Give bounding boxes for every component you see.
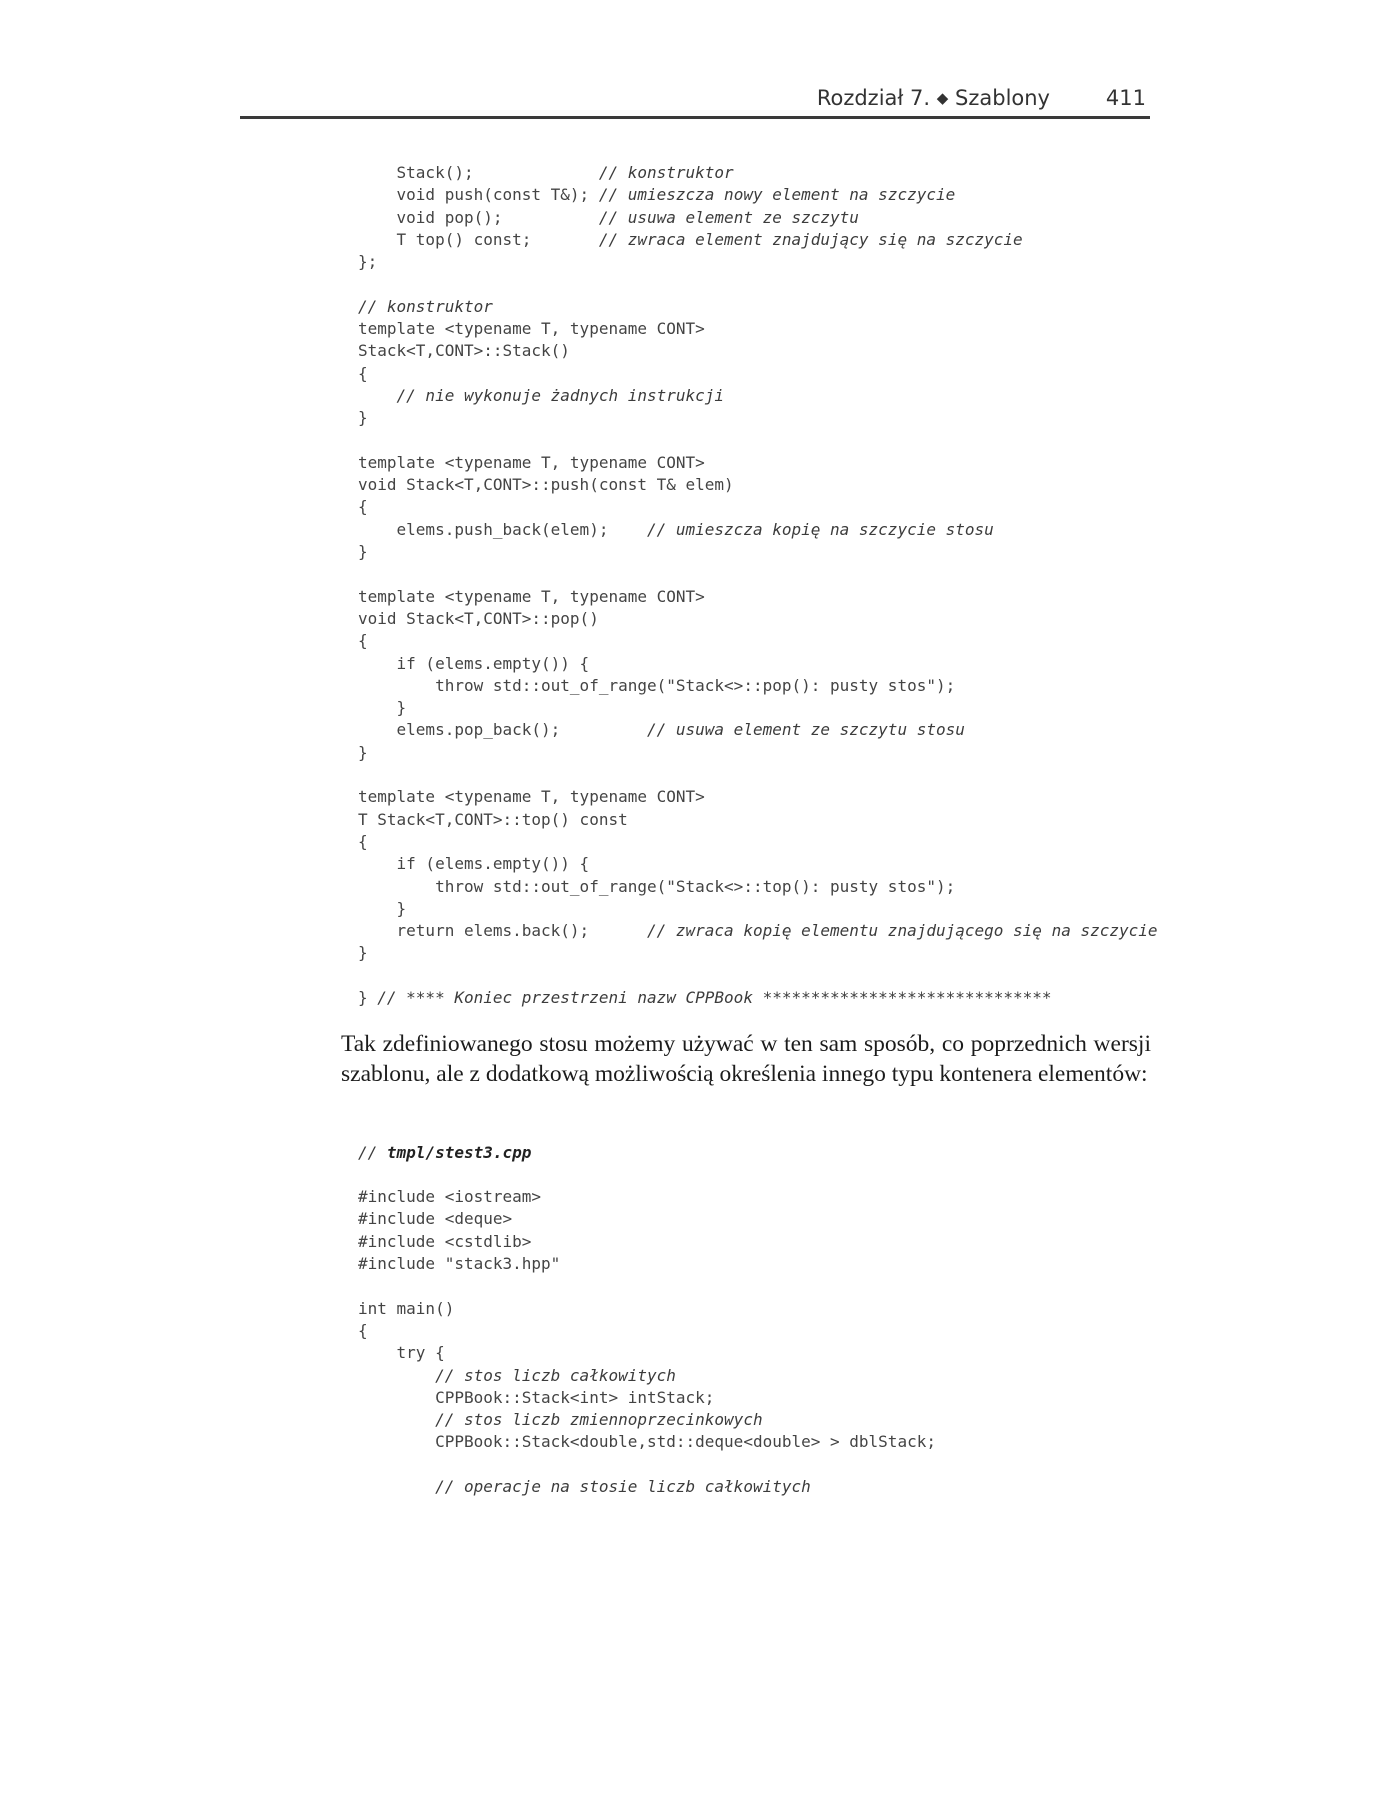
code-comment: // nie wykonuje żadnych instrukcji bbox=[396, 385, 725, 405]
code-comment: // umieszcza kopię na szczycie stosu bbox=[646, 519, 994, 539]
code-text: } bbox=[358, 987, 378, 1007]
code-line bbox=[358, 430, 1158, 452]
code-line bbox=[358, 474, 1158, 496]
code-line bbox=[358, 1454, 936, 1476]
code-text: } bbox=[358, 698, 407, 718]
code-line bbox=[358, 697, 1158, 719]
code-line bbox=[358, 1387, 936, 1409]
page-number: 411 bbox=[1105, 86, 1146, 110]
code-line bbox=[358, 207, 1158, 229]
code-text: template <typename T, typename CONT> bbox=[358, 452, 705, 472]
code-text bbox=[358, 1366, 435, 1385]
code-line bbox=[358, 1320, 936, 1342]
code-line bbox=[358, 786, 1158, 808]
diamond-icon: ◆ bbox=[936, 89, 949, 107]
code-line bbox=[358, 586, 1158, 608]
code-line bbox=[358, 1476, 936, 1498]
code-text: try { bbox=[358, 1343, 445, 1363]
code-line bbox=[358, 563, 1158, 585]
code-line bbox=[358, 1186, 936, 1208]
code-line bbox=[358, 1342, 936, 1364]
code-text bbox=[358, 1477, 435, 1496]
code-text: #include <deque> bbox=[358, 1209, 513, 1229]
code-comment: // **** Koniec przestrzeni nazw CPPBook ****************************** bbox=[377, 987, 1052, 1007]
code-line bbox=[358, 719, 1158, 741]
code-text bbox=[358, 386, 397, 405]
code-text: #include <cstdlib> bbox=[358, 1231, 532, 1251]
code-text: Stack(); bbox=[358, 163, 599, 182]
code-line bbox=[358, 942, 1158, 964]
code-line bbox=[358, 296, 1158, 318]
code-line-filename bbox=[358, 1142, 936, 1164]
code-line bbox=[358, 876, 1158, 898]
code-text: CPPBook::Stack<int> intStack; bbox=[358, 1387, 715, 1407]
code-text: void push(const T&); bbox=[358, 185, 599, 205]
code-line bbox=[358, 162, 1158, 184]
code-comment: // stos liczb zmiennoprzecinkowych bbox=[435, 1410, 763, 1430]
file-name: tmpl/stest3.cpp bbox=[386, 1142, 532, 1162]
code-text: T top() const; bbox=[358, 229, 599, 249]
code-line bbox=[358, 898, 1158, 920]
code-comment: // usuwa element ze szczytu stosu bbox=[646, 720, 965, 740]
code-text: throw std::out_of_range("Stack<>::pop(): pusty stos"); bbox=[358, 675, 956, 695]
code-text: { bbox=[358, 363, 368, 383]
code-text: elems.push_back(elem); bbox=[358, 519, 647, 539]
code-line bbox=[358, 809, 1158, 831]
running-header bbox=[240, 80, 1150, 119]
code-text: CPPBook::Stack<double,std::deque<double> > dblStack; bbox=[358, 1432, 936, 1452]
code-text: void Stack<T,CONT>::pop() bbox=[358, 608, 599, 628]
code-line bbox=[358, 1431, 936, 1453]
code-line bbox=[358, 1275, 936, 1297]
code-text: { bbox=[358, 831, 368, 851]
code-line bbox=[358, 184, 1158, 206]
code-line bbox=[358, 1365, 936, 1387]
code-line bbox=[358, 831, 1158, 853]
code-listing-stest3 bbox=[358, 1097, 936, 1498]
code-comment: // umieszcza nowy element na szczycie bbox=[598, 185, 956, 205]
code-line bbox=[358, 541, 1158, 563]
code-line bbox=[358, 1298, 936, 1320]
code-text: } bbox=[358, 943, 368, 963]
code-text: Stack<T,CONT>::Stack() bbox=[358, 341, 570, 361]
code-text: if (elems.empty()) { bbox=[358, 653, 590, 673]
code-text: int main() bbox=[358, 1298, 455, 1318]
code-line bbox=[358, 853, 1158, 875]
code-line bbox=[358, 273, 1158, 295]
code-comment: // zwraca element znajdujący się na szczycie bbox=[598, 229, 1023, 249]
code-line bbox=[358, 920, 1158, 942]
section-label: Szablony bbox=[955, 86, 1050, 110]
code-text: }; bbox=[358, 252, 378, 272]
code-text: #include <iostream> bbox=[358, 1187, 542, 1207]
code-comment: // bbox=[358, 1142, 387, 1162]
code-text: #include "stack3.hpp" bbox=[358, 1254, 561, 1274]
code-text: void Stack<T,CONT>::push(const T& elem) bbox=[358, 475, 734, 495]
code-text: } bbox=[358, 898, 407, 918]
code-text: return elems.back(); bbox=[358, 921, 647, 941]
code-text: void pop(); bbox=[358, 207, 599, 227]
code-text: template <typename T, typename CONT> bbox=[358, 319, 705, 339]
code-text: } bbox=[358, 408, 368, 428]
code-line bbox=[358, 1253, 936, 1275]
code-line bbox=[358, 385, 1158, 407]
code-line bbox=[358, 653, 1158, 675]
code-text: { bbox=[358, 1320, 368, 1340]
code-line bbox=[358, 987, 1158, 1009]
code-text: if (elems.empty()) { bbox=[358, 854, 590, 874]
code-line bbox=[358, 1231, 936, 1253]
code-text bbox=[358, 1410, 435, 1429]
chapter-title bbox=[817, 86, 1050, 110]
code-comment: // stos liczb całkowitych bbox=[435, 1365, 676, 1385]
code-line bbox=[358, 496, 1158, 518]
code-line bbox=[358, 318, 1158, 340]
code-line bbox=[358, 519, 1158, 541]
code-line bbox=[358, 764, 1158, 786]
code-line bbox=[358, 1409, 936, 1431]
code-text: elems.pop_back(); bbox=[358, 720, 647, 740]
code-comment: // zwraca kopię elementu znajdującego się na szczycie bbox=[646, 921, 1158, 941]
code-text: { bbox=[358, 631, 368, 651]
code-comment: // konstruktor bbox=[598, 163, 734, 182]
code-text: } bbox=[358, 542, 368, 562]
code-text: throw std::out_of_range("Stack<>::top(): pusty stos"); bbox=[358, 876, 956, 896]
code-text: } bbox=[358, 742, 368, 762]
chapter-label: Rozdział 7. bbox=[816, 86, 931, 110]
code-comment: // usuwa element ze szczytu bbox=[598, 207, 859, 227]
code-line bbox=[358, 742, 1158, 764]
code-line bbox=[358, 340, 1158, 362]
code-line bbox=[358, 630, 1158, 652]
code-comment: // konstruktor bbox=[358, 296, 493, 316]
code-line bbox=[358, 363, 1158, 385]
code-text: template <typename T, typename CONT> bbox=[358, 787, 705, 807]
code-line bbox=[358, 251, 1158, 273]
code-listing-stack-impl bbox=[358, 162, 1158, 1009]
code-line bbox=[358, 229, 1158, 251]
code-text: { bbox=[358, 497, 368, 517]
code-text: T Stack<T,CONT>::top() const bbox=[358, 809, 628, 829]
code-line bbox=[358, 965, 1158, 987]
code-line bbox=[358, 675, 1158, 697]
body-paragraph: Tak zdefiniowanego stosu możemy używać w ten sam sposób, co poprzednich wersji szablonu, ale z dodatkową możliwością określenia innego typu kontenera elementów: bbox=[341, 1031, 1151, 1087]
code-comment: // operacje na stosie liczb całkowitych bbox=[435, 1477, 811, 1497]
code-line bbox=[358, 608, 1158, 630]
code-line bbox=[358, 1208, 936, 1230]
code-text: template <typename T, typename CONT> bbox=[358, 586, 705, 606]
code-line bbox=[358, 407, 1158, 429]
code-line bbox=[358, 452, 1158, 474]
